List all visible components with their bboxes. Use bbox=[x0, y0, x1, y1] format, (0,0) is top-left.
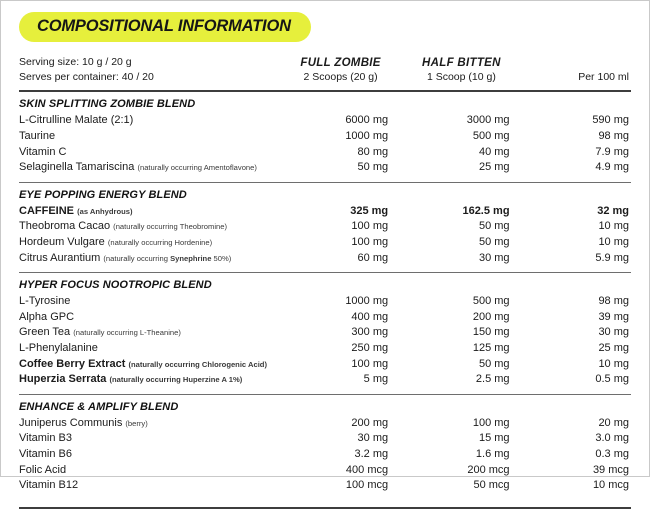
ingredient-row bbox=[19, 251, 631, 267]
ingredient-row bbox=[19, 129, 631, 145]
ingredient-amount-full: 1000 mg bbox=[345, 295, 389, 308]
ingredient-row bbox=[19, 113, 631, 129]
ingredient-amount-per100: 32 mg bbox=[597, 204, 630, 217]
section-title: HYPER FOCUS NOOTROPIC BLEND bbox=[19, 279, 212, 292]
ingredient-amount-half: 125 mg bbox=[472, 341, 510, 354]
ingredient-name bbox=[19, 372, 281, 388]
ingredient-amount-per100: 0.5 mg bbox=[595, 373, 630, 386]
ingredient-amount-per100: 7.9 mg bbox=[595, 145, 630, 158]
ingredient-amount-half: 500 mg bbox=[472, 129, 510, 142]
ingredient-name bbox=[19, 325, 281, 341]
ingredient-name-text: Theobroma Cacao bbox=[19, 220, 111, 233]
ingredient-amount-half: 200 mcg bbox=[467, 463, 510, 476]
column-subtitle: Per 100 ml bbox=[578, 70, 629, 83]
ingredient-name-text: Vitamin B12 bbox=[19, 479, 79, 492]
ingredient-amount-full: 300 mg bbox=[351, 326, 389, 339]
ingredient-amount-full: 100 mg bbox=[351, 235, 389, 248]
ingredient-amount-full: 100 mg bbox=[351, 357, 389, 370]
ingredient-note: (naturally occurring Chlorogenic Acid) bbox=[128, 359, 267, 369]
ingredient-name-text: Folic Acid bbox=[19, 463, 67, 476]
ingredient-name-text: Green Tea bbox=[19, 326, 71, 339]
ingredient-name bbox=[19, 235, 281, 251]
ingredient-amount-full: 30 mg bbox=[357, 432, 389, 445]
section-title: SKIN SPLITTING ZOMBIE BLEND bbox=[19, 98, 196, 111]
ingredient-name-text: L-Citrulline Malate (2:1) bbox=[19, 114, 134, 127]
ingredient-amount-per100: 30 mg bbox=[598, 326, 630, 339]
ingredient-name bbox=[19, 219, 281, 235]
ingredient-name-text: Citrus Aurantium bbox=[19, 251, 101, 264]
ingredient-name-text: Taurine bbox=[19, 129, 56, 142]
ingredient-amount-full: 6000 mg bbox=[345, 114, 389, 127]
ingredient-amount-per100: 98 mg bbox=[598, 129, 630, 142]
ingredient-note: (berry) bbox=[125, 418, 148, 428]
blend-section bbox=[19, 273, 631, 394]
ingredient-row bbox=[19, 160, 631, 176]
ingredient-amount-full: 250 mg bbox=[351, 341, 389, 354]
ingredient-amount-per100: 10 mcg bbox=[592, 479, 630, 492]
ingredient-amount-full: 400 mcg bbox=[345, 463, 389, 476]
ingredient-note: (naturally occurring Amentoflavone) bbox=[137, 163, 257, 173]
ingredient-name-text: Vitamin B6 bbox=[19, 448, 72, 461]
ingredient-amount-full: 3.2 mg bbox=[354, 448, 389, 461]
blend-section bbox=[19, 92, 631, 181]
ingredient-name bbox=[19, 294, 281, 310]
ingredient-name bbox=[19, 447, 281, 463]
ingredient-name bbox=[19, 113, 281, 129]
ingredient-row bbox=[19, 294, 631, 310]
ingredient-name-text: Hordeum Vulgare bbox=[19, 235, 105, 248]
column-title: HALF BITTEN bbox=[422, 56, 501, 69]
ingredient-row bbox=[19, 478, 631, 494]
ingredient-name-text: Selaginella Tamariscina bbox=[19, 161, 135, 174]
ingredient-name-text: CAFFEINE bbox=[19, 204, 74, 217]
ingredient-amount-full: 400 mg bbox=[351, 310, 389, 323]
ingredient-amount-half: 40 mg bbox=[478, 145, 510, 158]
sections-root bbox=[19, 92, 631, 500]
column-header-half-bitten bbox=[401, 56, 522, 85]
ingredient-name bbox=[19, 160, 281, 176]
ingredient-name-text: L-Tyrosine bbox=[19, 295, 71, 308]
ingredient-note: (naturally occurring Hordenine) bbox=[107, 237, 213, 247]
column-title: FULL ZOMBIE bbox=[300, 56, 381, 69]
ingredient-amount-per100: 0.3 mg bbox=[595, 448, 630, 461]
ingredient-name-text: Vitamin C bbox=[19, 145, 67, 158]
ingredient-amount-full: 80 mg bbox=[357, 145, 389, 158]
ingredient-amount-per100: 25 mg bbox=[598, 341, 630, 354]
ingredient-name bbox=[19, 357, 281, 373]
ingredient-name-text: Juniperus Communis bbox=[19, 416, 123, 429]
ingredient-name bbox=[19, 478, 281, 494]
ingredient-row bbox=[19, 310, 631, 326]
ingredient-amount-full: 325 mg bbox=[350, 204, 389, 217]
blend-section bbox=[19, 183, 631, 272]
ingredient-amount-half: 162.5 mg bbox=[462, 204, 510, 217]
ingredient-amount-full: 200 mg bbox=[351, 416, 389, 429]
ingredient-name bbox=[19, 310, 281, 326]
ingredient-amount-per100: 39 mg bbox=[598, 310, 630, 323]
ingredient-amount-half: 3000 mg bbox=[466, 114, 510, 127]
serving-size-line: Serving size: 10 g / 20 g bbox=[19, 56, 132, 69]
ingredient-amount-per100: 5.9 mg bbox=[595, 251, 630, 264]
ingredient-name-text: Coffee Berry Extract bbox=[19, 357, 126, 370]
ingredient-amount-full: 100 mcg bbox=[345, 479, 389, 492]
ingredient-amount-half: 500 mg bbox=[472, 295, 510, 308]
ingredient-amount-per100: 98 mg bbox=[598, 295, 630, 308]
ingredient-amount-half: 15 mg bbox=[478, 432, 510, 445]
ingredient-amount-per100: 3.0 mg bbox=[595, 432, 630, 445]
ingredient-name bbox=[19, 431, 281, 447]
ingredient-note: (as Anhydrous) bbox=[77, 206, 133, 216]
ingredient-row bbox=[19, 431, 631, 447]
serving-header bbox=[19, 55, 631, 90]
page-title: COMPOSITIONAL INFORMATION bbox=[19, 12, 311, 42]
ingredient-note: (naturally occurring L-Theanine) bbox=[73, 328, 181, 338]
ingredient-row bbox=[19, 219, 631, 235]
ingredient-amount-half: 50 mg bbox=[478, 357, 510, 370]
ingredient-row bbox=[19, 447, 631, 463]
ingredient-amount-half: 50 mg bbox=[478, 235, 510, 248]
section-title: ENHANCE & AMPLIFY BLEND bbox=[19, 400, 179, 413]
ingredient-amount-half: 150 mg bbox=[472, 326, 510, 339]
ingredient-name-text: L-Phenylalanine bbox=[19, 341, 98, 354]
ingredient-amount-half: 2.5 mg bbox=[475, 373, 510, 386]
ingredient-amount-half: 30 mg bbox=[478, 251, 510, 264]
ingredient-row bbox=[19, 235, 631, 251]
ingredient-row bbox=[19, 325, 631, 341]
ingredient-name bbox=[19, 463, 281, 479]
ingredient-note: (naturally occurring Theobromine) bbox=[113, 222, 227, 232]
ingredient-amount-per100: 10 mg bbox=[598, 220, 630, 233]
ingredient-name bbox=[19, 204, 281, 220]
ingredient-note: (naturally occurring Synephrine 50%) bbox=[103, 253, 232, 263]
ingredient-amount-full: 100 mg bbox=[351, 220, 389, 233]
ingredient-amount-per100: 20 mg bbox=[598, 416, 630, 429]
ingredient-name-text: Alpha GPC bbox=[19, 310, 75, 323]
ingredient-note: (naturally occurring Huperzine A 1%) bbox=[109, 375, 243, 385]
ingredient-amount-half: 25 mg bbox=[478, 161, 510, 174]
ingredient-name bbox=[19, 129, 281, 145]
column-header-per-100ml bbox=[522, 71, 631, 85]
ingredient-amount-full: 1000 mg bbox=[345, 129, 389, 142]
ingredient-amount-full: 5 mg bbox=[363, 373, 389, 386]
title-container bbox=[19, 1, 631, 42]
ingredient-row bbox=[19, 357, 631, 373]
ingredient-name-text: Vitamin B3 bbox=[19, 432, 72, 445]
ingredient-amount-per100: 39 mcg bbox=[592, 463, 630, 476]
ingredient-amount-half: 100 mg bbox=[472, 416, 510, 429]
ingredient-row bbox=[19, 204, 631, 220]
blend-section bbox=[19, 395, 631, 500]
ingredient-amount-per100: 590 mg bbox=[592, 114, 630, 127]
ingredient-amount-half: 50 mg bbox=[478, 220, 510, 233]
ingredient-amount-per100: 10 mg bbox=[598, 235, 630, 248]
ingredient-row bbox=[19, 145, 631, 161]
ingredient-row bbox=[19, 416, 631, 432]
ingredient-row bbox=[19, 341, 631, 357]
ingredient-row bbox=[19, 372, 631, 388]
ingredient-amount-half: 200 mg bbox=[472, 310, 510, 323]
ingredient-amount-half: 1.6 mg bbox=[475, 448, 510, 461]
ingredient-name bbox=[19, 416, 281, 432]
ingredient-name bbox=[19, 145, 281, 161]
serving-info bbox=[19, 55, 280, 84]
serves-per-container-line: Serves per container: 40 / 20 bbox=[19, 70, 154, 83]
ingredient-name bbox=[19, 341, 281, 357]
section-title: EYE POPPING ENERGY BLEND bbox=[19, 188, 187, 201]
ingredient-amount-half: 50 mcg bbox=[473, 479, 510, 492]
ingredient-amount-full: 60 mg bbox=[357, 251, 389, 264]
column-header-full-zombie bbox=[280, 56, 401, 85]
ingredient-name bbox=[19, 251, 281, 267]
ingredient-row bbox=[19, 463, 631, 479]
ingredient-amount-per100: 10 mg bbox=[598, 357, 630, 370]
column-subtitle: 2 Scoops (20 g) bbox=[303, 70, 378, 83]
ingredient-name-text: Huperzia Serrata bbox=[19, 373, 107, 386]
column-subtitle: 1 Scoop (10 g) bbox=[426, 70, 496, 83]
ingredient-amount-full: 50 mg bbox=[357, 161, 389, 174]
ingredient-amount-per100: 4.9 mg bbox=[595, 161, 630, 174]
